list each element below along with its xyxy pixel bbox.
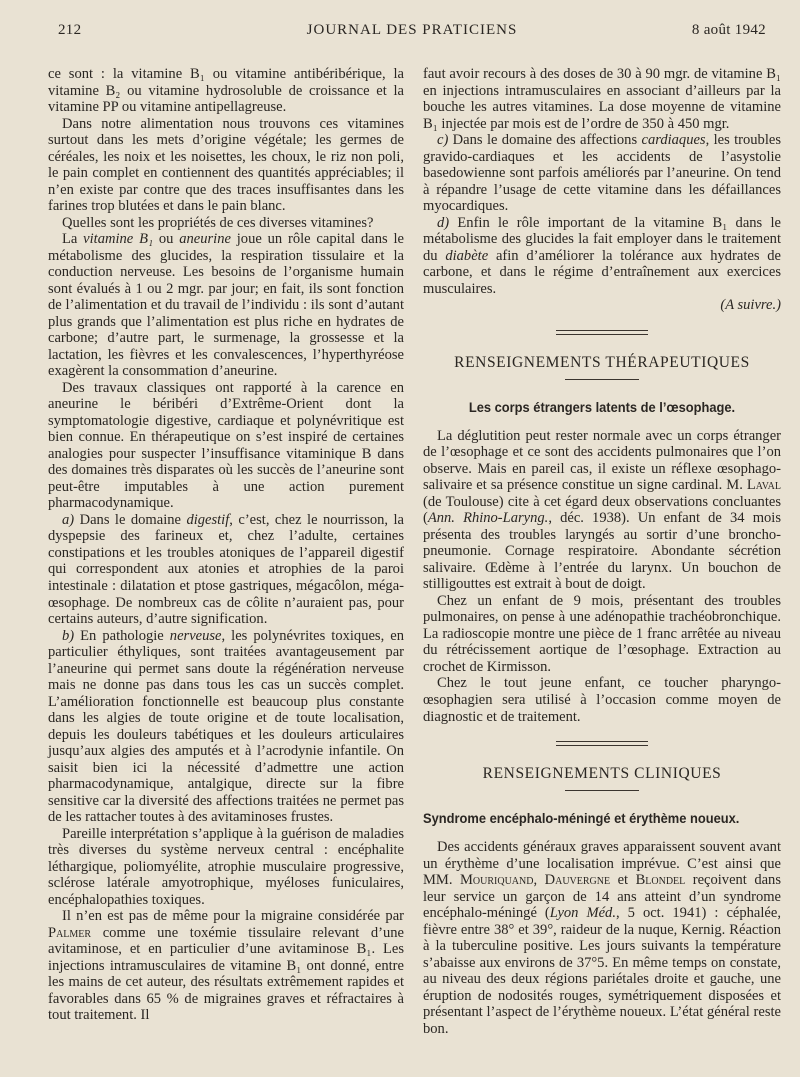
to-be-continued: (A suivre.) [720,297,781,314]
left-column [48,66,404,1024]
article-title-oesophagus: Les corps étrangers latents de l’œsophage. [468,398,736,415]
section-title-therapeutic: RENSEIGNEMENTS THÉRAPEUTIQUES [454,353,750,371]
paragraph: Quelles sont les propriétés de ces diverses vitamines? [62,214,374,231]
right-column [423,66,781,1037]
paragraph: Des accidents généraux graves apparaissent souvent avant un érythème d’une localisation imprévue. C’est ainsi que MM. Mouriquand, Dauvergne et Blondel reçoivent dans leur service un garçon de 14 ans atteint d’un syndrome encéphalo-méningé (Lyon Méd., 5 oct. 1941) : céphalée, fièvre entre 38° et 39°, raideur de la nuque, Kernig. Réaction à la tuberculine positive. Les jours suivants la température s’abaisse aux environs de 37°5. En même temps on constate, au niveau des deux régions pariétales droite et gauche, une éruption de nodosités rouges, symétriquement disposées et présentant l’aspect de l’érythème noueux. L’état général reste bon. [423,839,781,1037]
paragraph: c) Dans le domaine des affections cardiaques, les troubles gravido-cardiaques et les accidents de l’asystolie basedowienne sont parfois améliorés par l’aneurine. On tend à répandre l’usage de cette vitamine dans les défaillances myocardiques. [423,132,781,215]
issue-date: 8 août 1942 [691,22,766,38]
paragraph: Il n’en est pas de même pour la migraine considérée par Palmer comme une toxémie tissulaire relevant d’une avitaminose, et en particulier d’une avitaminose B₁. Les injections intramusculaires de vitamine B₁ ont donné, entre les mains de cet auteur, des résultats extrêmement rapides et favorables dans 65 % de migraines graves et réfractaires à tout traitement. Il [48,908,404,1024]
paragraph: La déglutition peut rester normale avec un corps étranger de l’œsophage et ce sont des accidents pulmonaires que l’on observe. Mais en pareil cas, il existe un réflexe œsophago-salivaire et sa présence constitue un signe cardinal. M. Laval (de Toulouse) cite à cet égard deux observations concluantes (Ann. Rhino-Laryng., déc. 1938). Un enfant de 34 mois présenta des troubles laryngés au sortir d’une broncho-pneumonie. Cornage respiratoire. Abondante sécrétion salivaire. Œdème à l’entrée du larynx. Un bouchon de stilligouttes est extrait à bout de doigt. [423,427,781,593]
page-header [58,22,766,44]
paragraph: d) Enfin le rôle important de la vitamine B₁ dans le métabolisme des glucides la fait employer dans le traitement du diabète afin d’améliorer la tolérance aux hydrates de carbone, et dans le régime d’entraînement aux exercices musculaires. [423,214,781,297]
double-rule-divider [556,741,648,746]
double-rule-divider [556,330,648,335]
paragraph: ce sont : la vitamine B₁ ou vitamine antibéribérique, la vitamine B₂ ou vitamine hydrosoluble de croissance et la vitamine PP ou vitamine antipellagreuse. [48,66,404,116]
section-underline [565,790,639,791]
paragraph: a) Dans le domaine digestif, c’est, chez le nourrisson, la dyspepsie des farineux et, chez l’adulte, certaines constipations et les troubles atoniques de l’appareil digestif qui correspondent aux atonies et atrophies de la paroi intestinale : dilatation et ptose gastriques, mégacôlon, méga-œsophage. De nombreux cas de côlite n’auraient pas, pour certains auteurs, d’autre signification. [48,511,404,628]
journal-title: JOURNAL DES PRATICIENS [306,22,518,38]
paragraph: Chez le tout jeune enfant, ce toucher pharyngo-œsophagien sera utilisé à l’occasion comme moyen de diagnostic et de traitement. [423,675,781,725]
paragraph: b) En pathologie nerveuse, les polynévrites toxiques, en particulier éthyliques, sont traitées avantageusement par l’aneurine qui permet sans doute la régénération nerveuse mais ne donne pas dans tous les cas un succès complet. L’amélioration fonctionnelle est beaucoup plus constante dans les algies de toute origine et de toute localisation, depuis les douleurs tabétiques et les douleurs articulaires jusqu’aux algies des amputés et à l’acrodynie infantile. On saisit bien ici la nécessité d’admettre une action pharmacodynamique, antalgique, directe sur la fibre sensitive car la diversité des affections traitées ne permet pas de les rattacher toutes à des avitaminoses frustes. [48,627,404,826]
article-title-syndrome: Syndrome encéphalo-méningé et érythème noueux. [423,810,740,827]
section-title-clinical: RENSEIGNEMENTS CLINIQUES [482,765,722,783]
paragraph: Dans notre alimentation nous trouvons ces vitamines surtout dans les mets d’origine végétale; les germes de céréales, les noix et les noisettes, les choux, le riz non poli, le pain complet en contiennent des quantités appréciables; il n’en existe par contre que des traces insuffisantes dans les farines trop blutées et dans le pain blanc. [48,115,404,215]
section-underline [565,379,639,380]
paragraph: Pareille interprétation s’applique à la guérison de maladies très diverses du système nerveux central : encéphalite léthargique, poliomyélite, atrophie musculaire progressive, sclérose latérale amyotrophique, myéloses funiculaires, encéphalopathies toxiques. [48,825,404,908]
paragraph: Des travaux classiques ont rapporté à la carence en aneurine le béribéri d’Extrême-Orient dont la symptomatologie digestive, cardiaque et polynévritique est bien connue. En thérapeutique on s’est inspiré de certaines analogies pour suspecter l’insuffisance vitaminique B dans des domaines très disparates où les succès de l’aneurine sont peut-être imputables à une action purement pharmacodynamique. [48,379,404,512]
page-number: 212 [58,22,82,38]
paragraph: La vitamine B₁ ou aneurine joue un rôle capital dans le métabolisme des glucides, la respiration tissulaire et la conduction nerveuse. Les besoins de l’organisme humain sont évalués à 1 ou 2 mgr. par jour; en fait, ils sont fonction de l’alimentation et du travail de l’individu : ils sont d’autant plus grands que l’alimentation est plus riche en hydrates de carbone; d’autre part, le surmenage, la grossesse et la lactation, les fièvres et les convalescences, l’hyperthyréose exagèrent la consommation d’aneurine. [48,231,404,380]
paragraph: Chez un enfant de 9 mois, présentant des troubles pulmonaires, on pense à une adénopathie trachéobronchique. La radioscopie montre une pièce de 1 franc arrêtée au niveau du rétrécissement aortique de l’œsophage. Extraction au crochet de Kirmisson. [423,592,781,675]
paragraph: faut avoir recours à des doses de 30 à 90 mgr. de vitamine B₁ en injections intramusculaires en associant d’ailleurs par la bouche les autres vitamines. La dose moyenne de vitamine B₁ injectée par mois est de l’ordre de 350 à 450 mgr. [423,66,781,132]
